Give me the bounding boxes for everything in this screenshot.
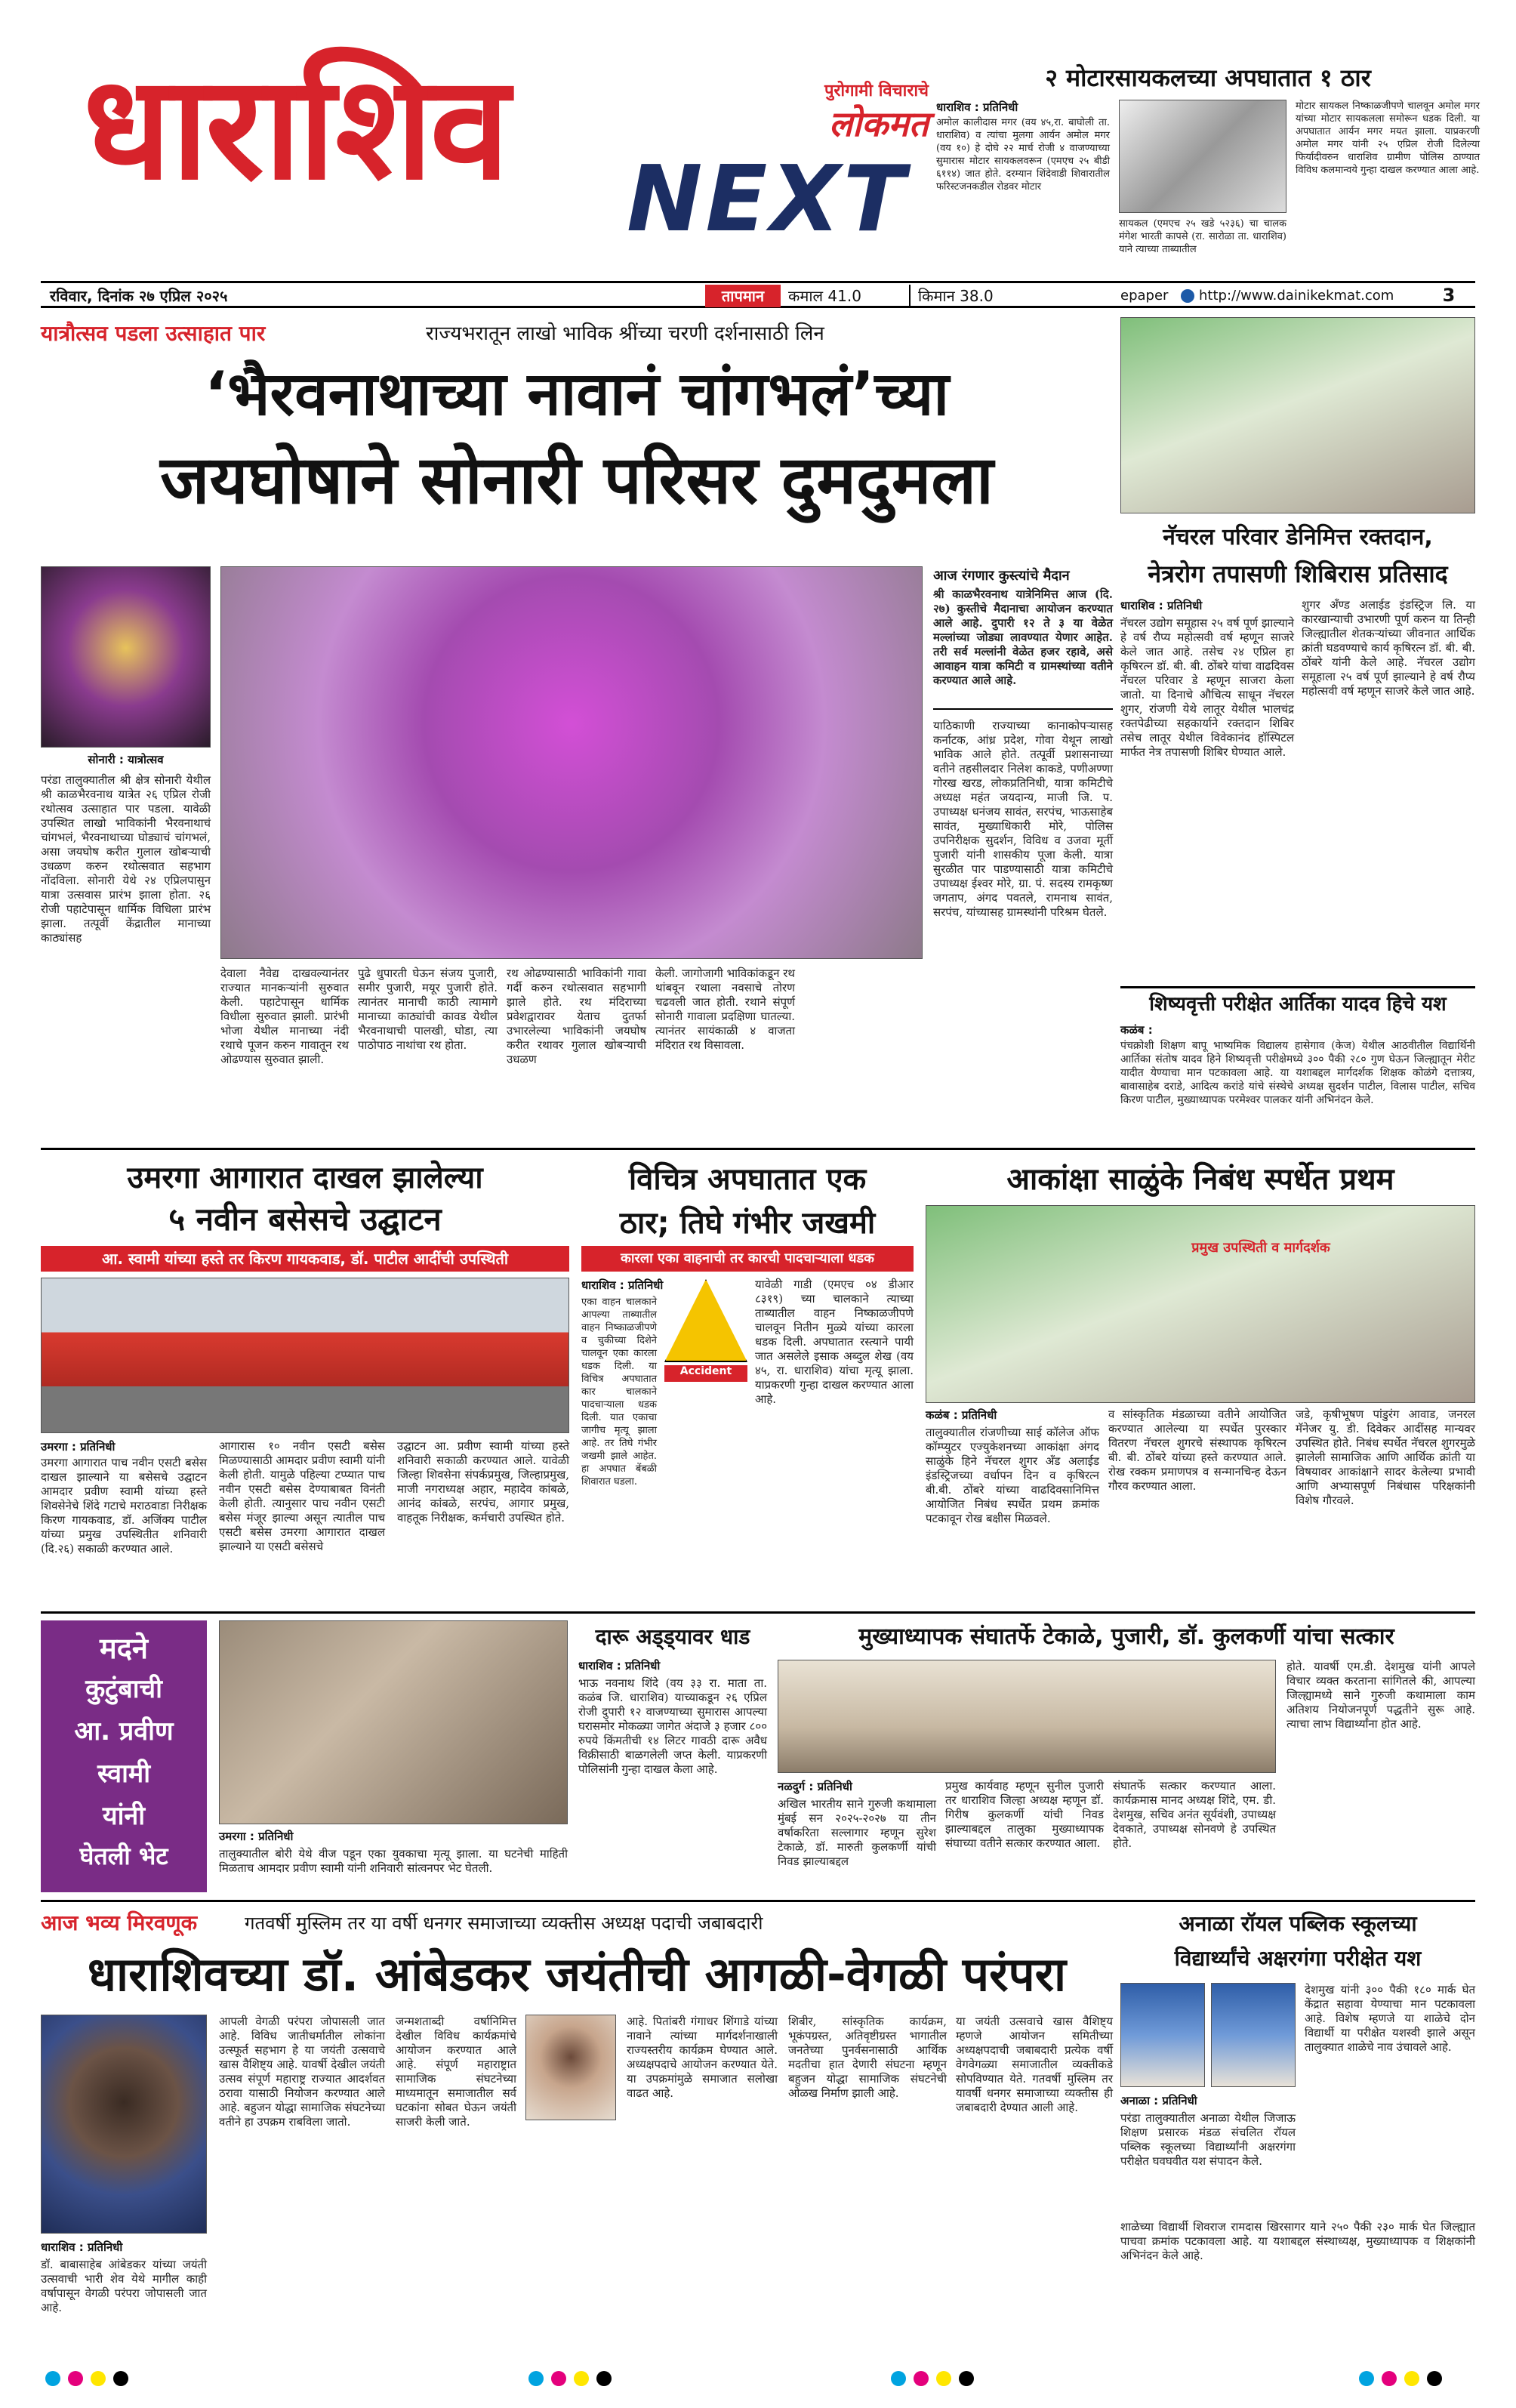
accident-sign-label: Accident — [664, 1365, 747, 1382]
liquor-headline: दारू अड्ड्यावर धाड — [595, 1624, 750, 1649]
anala-headline-2: विद्यार्थ्यांचे अक्षरगंगा परीक्षेत यश — [1174, 1946, 1422, 1971]
brief-photo-motorcycle — [1119, 100, 1286, 213]
side-box-title: आज रंगणार कुस्त्यांचे मैदान — [933, 568, 1070, 584]
madane-line-5: यांनी — [102, 1801, 146, 1831]
ambedkar-kicker: आज भव्य मिरवणूक — [41, 1910, 198, 1935]
anala-text-1: देशमुख यांनी ३०० पैकी १८० मार्क घेत केंद्रात सहावा येण्याचा मान पटकावला आहे. विशेष म्हणजे या शाळेचे दोन विद्यार्थी या परीक्षेत यशस्वी झाले असून तालुक्यात शाळेचे नाव उंचावले आहे. — [1305, 1983, 1475, 2054]
scholarship-byline: कळंब : — [1120, 1023, 1153, 1037]
akanksha-photo — [926, 1205, 1475, 1403]
headmaster-column-4: होते. यावर्षी एम.डी. देशमुख यांनी आपले विचार व्यक्त करताना सांगितले की, आपल्या जिल्ह्यामध्ये साने गुरुजी कथामाला काम अतिशय नियोजनपूर्ण पद्धतीने सुरू आहे. त्याचा लाभ विद्यार्थ्यांना होत आहे. — [1286, 1660, 1475, 1731]
headmaster-column-2: प्रमुख कार्यवाह म्हणून सुनील पुजारी तर धाराशिव जिल्हा अध्यक्ष म्हणून डॉ. गिरीष कुलकर्णी यांची निवड झाल्याबद्दल तालुका मुख्याध्यापक संघाच्या वतीने सत्कार करण्यात आला. — [945, 1779, 1104, 1850]
ambedkar-kicker-row — [41, 1907, 1113, 1939]
madane-text: तालुक्यातील बोरी येथे वीज पडून एका युवकाचा मृत्यू झाला. या घटनेची माहिती मिळताच आमदार प्रवीण स्वामी यांनी शनिवारी सांत्वनपर भेट घेतली. — [219, 1847, 568, 1875]
brief-text-3: मोटार सायकल निष्काळजीपणे चालवून अमोल मगर यांच्या मोटार सायकलला समोरून धडक दिली. या अपघातात आर्यन मगर मयत झाला. याप्रकरणी अमोल मगर यांनी २५ एप्रिल रोजी दिलेल्या फिर्यादीवरुन धाराशिव ग्रामीण पोलिस ठाण्यात विविध कलमान्वये गुन्हा दाखल करण्यात आला आहे. — [1296, 100, 1480, 176]
ambedkar-headline: धाराशिवच्या डॉ. आंबेडकर जयंतीची आगळी-वेगळी परंपरा — [87, 1947, 1067, 2002]
date-bar — [41, 281, 1475, 308]
anala-text-3: शाळेच्या विद्यार्थी शिवराज रामदास खिरसागर याने २५० पैकी २३० मार्क घेत जिल्ह्यात पाचवा क्रमांक पटकावला आहे. या यशाबद्दल संस्थाध्यक्ष, मुख्याध्यापक व शिक्षकांनी अभिनंदन केले आहे. — [1120, 2220, 1475, 2262]
lead-side-box — [933, 566, 1113, 710]
ambedkar-column-6: या जयंती उत्सवाचे खास वैशिष्ट्य म्हणजे आयोजन समितीच्या अध्यक्षपदाची जबाबदारी प्रत्येक वर्षी वेगवेगळ्या समाजातील व्यक्तीकडे सोपविण्यात येते. गतवर्षी मुस्लिम तर यावर्षी धनगर समाजाच्या व्यक्तीस ही जबाबदारी देण्यात आली आहे. — [956, 2015, 1113, 2114]
natural-column-2: शुगर अँण्ड अलाईड इंडस्ट्रिज लि. या कारखान्याची उभारणी पूर्ण करुन या तिन्ही जिल्ह्यातील शेतकऱ्यांच्या जीवनात आर्थिक क्रांती घडवण्याचे कार्य कृषिरत्न डॉ. बी. बी. ठोंबरे यांनी केले आहे. नॅचरल उद्योग समूहाला २५ वर्ष पूर्ण झाल्याने हे वर्ष रौप्य महोत्सवी वर्ष म्हणून साजरे केले जात आहे. — [1302, 598, 1475, 698]
liquor-byline: धाराशिव : प्रतिनिधी — [578, 1659, 661, 1673]
akanksha-column-2: व सांस्कृतिक मंडळाच्या वतीने आयोजित करण्यात आलेल्या या स्पर्धेत पुरस्कार वितरण नॅचरल शुगरचे संस्थापक कृषिरत्न बी. बी. ठोंबरे यांच्या हस्ते करण्यात आले. रोख रक्कम प्रमाणपत्र व सन्मानचिन्ह देऊन गौरव करण्यात आला. — [1108, 1407, 1286, 1493]
accident-text-2: यावेळी गाडी (एमएच ०४ डीआर ८३१९) च्या चालकाने त्याच्या ताब्यातील वाहन निष्काळजीपणे चालवून नितीन मुळ्ये यांच्या कारला धडक दिली. अपघातात रस्त्याने पायी जात असलेले इसाक अब्दुल शेख (वय ४५, रा. धाराशिव) यांचा मृत्यू झाला. याप्रकरणी गुन्हा दाखल करण्यात आला आहे. — [755, 1278, 914, 1406]
lead-column-1: परंडा तालुक्यातील श्री क्षेत्र सोनारी येथील श्री काळभैरवनाथ यात्रेत २६ एप्रिल रोजी रथोत्सव उत्साहात पार पडला. यावेळी उपस्थित लाखो भाविकांनी भैरवनाथाचं चांगभलं, भैरवनाथाच्या घोड्याचं चांगभलं, असा जयघोष करीत गुलाल खोबऱ्याची उधळण करुन रथोत्सवात सहभाग नोंदविला. सोनारी येथे २४ एप्रिलपासुन यात्रा उत्सवास प्रारंभ झाला होता. २६ रोजी पहाटेपासून धार्मिक विधिला प्रारंभ झाला. तत्पूर्वी केंद्रातील मानाच्या काठ्यांसह — [41, 773, 211, 945]
umarga-headline-2: ५ नवीन बसेसचे उद्घाटन — [168, 1201, 442, 1238]
madane-line-3: आ. प्रवीण — [74, 1716, 174, 1747]
accident-byline: धाराशिव : प्रतिनिधी — [581, 1278, 664, 1292]
accident-headline-2: ठार; तिघे गंभीर जखमी — [619, 1206, 876, 1241]
brief-motorcycle-accident — [936, 60, 1480, 279]
akanksha-column-3: जडे, कृषीभूषण पांडुरंग आवाड, जनरल मॅनेजर यु. डी. दिवेकर आदींसह मान्यवर उपस्थित होते. निबंध स्पर्धेत नॅचरल शुगरमुळे झालेली सामाजिक आणि आर्थिक क्रांती या विषयावर आकांक्षाने सादर केलेल्या प्रभावी आणि अभ्यासपूर्ण निबंधास परिक्षकांनी विशेष गौरवले. — [1296, 1407, 1475, 1507]
lead-headline-1: ‘भैरवनाथाच्या नावानं चांगभलं’च्या — [204, 359, 950, 429]
natural-headline-2: नेत्ररोग तपासणी शिबिरास प्रतिसाद — [1148, 560, 1448, 588]
brief-text-2: सायकल (एमएच २५ खडे ५२३६) चा चालक मंगेश भारती कापसे (रा. सारोळा ता. धाराशिव) याने त्याच्या ताब्यातील — [1119, 218, 1286, 255]
akanksha-photo-banner: प्रमुख उपस्थिती व मार्गदर्शक — [1191, 1240, 1330, 1256]
divider-middle — [41, 1611, 1475, 1614]
ambedkar-portrait — [41, 2015, 207, 2234]
side-box-text: श्री काळभैरवनाथ यात्रेनिमित्त आज (दि. २७) कुस्तीचे मैदानाचा आयोजन करण्यात आले आहे. दुपारी १२ ते ३ या वेळेत मल्लांच्या जोड्या लावण्यात येणार आहेत. तरी सर्व मल्लांनी वेळेत हजर रहावे, असे आवाहन यात्रा कमिटी व ग्रामस्थांच्या वतीने करण्यात आले आहे. — [933, 587, 1113, 687]
madane-line-1: मदने — [100, 1632, 148, 1665]
lead-column-4: रथ ओढण्यासाठी भाविकांनी गावा गर्दी करुन रथोत्सवात सहभागी झाले होते. रथ मंदिराच्या प्रवेशद्वारावर येताच दुतर्फा उभारलेल्या भाविकांनी जयघोष करीत रथावर गुलाल खोबऱ्याची उधळण — [507, 967, 646, 1066]
lead-column-6: याठिकाणी राज्याच्या कानाकोपऱ्यासह कर्नाटक, आंध्र प्रदेश, गोवा येथून लाखो भाविक आले होते. तत्पूर्वी प्रशासनाच्या वतीने तहसीलदार निलेश काकडे, पणीअण्णा गोरख खरड, लोकप्रतिनिधी, यात्रा कमिटीचे अध्यक्ष महंत जयदान्य, माजी जि. प. उपाध्यक्ष धनंजय सावंत, सरपंच, भाऊसाहेब सावंत, मुख्याधिकारी मोरे, पोलिस उपनिरीक्षक सुदर्शन, विविध व उजवा मूर्ती पुजारी यांनी शासकीय पूजा केली. यात्रा सुरळीत पार पाडण्यासाठी यात्रा कमिटीचे उपाध्यक्ष ईश्वर मोरे, ग्रा. पं. सदस्य रामकृष्ण जगताप, अंगद पवतले, रामनाथ सावंत, सरपंच, यांच्यासह ग्रामस्थांनी परिश्रम घेतले. — [933, 719, 1113, 919]
temperature-max: कमाल 41.0 — [788, 287, 861, 305]
brief-title: २ मोटारसायकलच्या अपघातात १ ठार — [1045, 63, 1371, 92]
anala-byline: अनाळा : प्रतिनिधी — [1120, 2094, 1197, 2107]
madane-photo — [219, 1620, 568, 1824]
lead-kicker-2: राज्यभरातून लाखो भाविक श्रींच्या चरणी दर्शनासाठी लिन — [426, 322, 824, 345]
masthead-tagline: पुरोगामी विचाराचे — [824, 82, 929, 100]
headmaster-photo — [778, 1660, 1276, 1773]
umarga-photo-buses — [41, 1278, 569, 1433]
edition-date: रविवार, दिनांक २७ एप्रिल २०२५ — [50, 287, 228, 305]
ambedkar-column-5: शिबीर, सांस्कृतिक कार्यक्रम, भूकंपग्रस्त, अतिवृष्टीग्रस्त भागातील जनतेच्या पुनर्वसनासाठी आर्थिक मदतीचा हात देणारी संघटना म्हणून बहुजन योद्धा सामाजिक संघटनेची ओळख निर्माण झाली आहे. — [788, 2015, 947, 2100]
natural-headline-1: नॅचरल परिवार डेनिमित्त रक्तदान, — [1163, 524, 1433, 550]
lead-kicker: यात्रौत्सव पडला उत्साहात पार — [41, 321, 266, 346]
ambedkar-column-3: जन्मशताब्दी वर्षानिमित्त देखील विविध कार्यक्रमांचे आयोजन करण्यात आले आहे. संपूर्ण महाराष्ट्रात सामाजिक संघटनेच्या माध्यमातून समाजातील सर्व घटकांना सोबत घेऊन जयंती साजरी केली जाते. — [396, 2015, 516, 2129]
masthead-title: धाराशिव — [83, 45, 507, 211]
accident-headline-1: विचित्र अपघातात एक — [628, 1162, 867, 1197]
brief-text-1: अमोल कालीदास मगर (वय ४५,रा. बाघोली ता. धाराशिव) व त्यांचा मुलगा आर्यन अमोल मगर (वय १०) हे दोघे २२ मार्च रोजी ४ वाजण्याच्या सुमारास मोटार सायकलवरून (एमएच २५ बीडी ६११४) जात होते. दरम्यान शिंदेवाडी शिवारातील फरिस्टजनकडील रोडवर मोटार — [936, 117, 1110, 193]
epaper-label: epaper — [1120, 288, 1169, 304]
madane-box — [41, 1620, 207, 1892]
natural-byline: धाराशिव : प्रतिनिधी — [1120, 599, 1203, 612]
umarga-column-3: उद्घाटन आ. प्रवीण स्वामी यांच्या हस्ते शनिवारी सकाळी करण्यात आले. यावेळी जिल्हा शिवसेना संपर्कप्रमुख, जिल्हाप्रमुख, माजी नगराध्यक्ष अहार, महादेव कांबळे, आनंद कांबळे, सरपंच, आगार प्रमुख, वाहतूक निरीक्षक, कर्मचारी उपस्थित होते. — [397, 1439, 569, 1525]
color-registration-marks — [0, 2363, 1516, 2394]
anala-photo-student-2 — [1211, 1983, 1296, 2087]
headmaster-headline: मुख्याध्यापक संघातर्फे टेकाळे, पुजारी, डॉ. कुलकर्णी यांचा सत्कार — [858, 1623, 1394, 1650]
madane-byline: उमरगा : प्रतिनिधी — [219, 1830, 294, 1843]
umarga-headline-1: उमरगा आगारात दाखल झालेल्या — [127, 1161, 483, 1195]
lead-headline-2: जयघोषाने सोनारी परिसर दुमदुमला — [160, 441, 994, 519]
anala-text-2: परंडा तालुक्यातील अनाळा येथील जिजाऊ शिक्षण प्रसारक मंडळ संचलित रॉयल पब्लिक स्कूलच्या विद्यार्थ्यांनी अक्षरगंगा परीक्षेत घवघवीत यश संपादन केले. — [1120, 2111, 1296, 2168]
temperature-label: तापमान — [705, 285, 781, 307]
lead-column-3: पुढे धुपारती घेऊन संजय पुजारी, समीर पुजारी, मयूर पुजारी होते. त्यानंतर मानाची काठी त्यामागे मानाच्या काठ्यांची कावड येथील भैरवनाथाची पालखी, घोडा, त्या पाठोपाठ नाथांचा रथ होता. — [358, 967, 498, 1052]
page-number: 3 — [1442, 285, 1456, 306]
ambedkar-column-2: आपली वेगळी परंपरा जोपासली जात आहे. विविध जातीधर्मातील लोकांना उत्स्फूर्त सहभाग हे या जयंती उत्सवाचे खास वैशिष्ट्य आहे. यावर्षी देखील जयंती उत्सव संपूर्ण महाराष्ट्र राज्यात आदर्शवत ठरावा यासाठी नियोजन करण्यात आले आहे. बहुजन योद्धा सामाजिक संघटनेच्या वतीने हा उपक्रम राबविला जातो. — [219, 2015, 385, 2129]
akanksha-column-1: तालुक्यातील रांजणीच्या साई कॉलेज ऑफ कॉम्प्युटर एज्युकेशनच्या आकांक्षा अंगद साळुंके हिने नॅचरल शुगर अँड अलाईड इंडस्ट्रिजच्या वर्धापन दिन व कृषिरत्न बी.बी. ठोंबरे यांच्या वाढदिवसानिमित्त आयोजित निबंध स्पर्धेत प्रथम क्रमांक पटकावून रोख बक्षीस मिळवले. — [926, 1426, 1099, 1525]
scholarship-headline: शिष्यवृत्ती परीक्षेत आर्तिका यादव हिचे यश — [1120, 986, 1475, 1018]
scholarship-text: पंचक्रोशी शिक्षण बापू भाष्यमिक विद्यालय हासेगाव (केज) येथील आठवीतील विद्यार्थिनी आर्तिका संतोष यादव हिने शिष्यवृत्ती परीक्षेमध्ये ३०० पैकी २८० गुण घेऊन जिल्ह्यातून मेरीट यादीत येण्याचा मान पटकावला आहे. या यशाबद्दल मार्गदर्शक शिक्षक कोळंगे दत्तात्रय, बावासाहेब दराडे, आदित्य करांडे यांचे संस्थेचे अध्यक्ष सुदर्शन पाटील, विलास पाटील, सचिव किरण पाटील, मुख्याध्यापक परमेश्वर पालकर यांनी अभिनंदन केले. — [1120, 1040, 1475, 1106]
lead-photo-procession — [220, 566, 923, 959]
lead-photo-caption: सोनारी : यात्रोत्सव — [88, 753, 164, 766]
lead-column-5: केली. जागोजागी भाविकांकडून रथ थांबवून रथाला नवसाचे तोरण चढवली जात होती. रथाने संपूर्ण सोनारी गावाला प्रदक्षिणा घातल्या. त्यानंतर सायंकाळी ४ वाजता मंदिरात रथ विसावला. — [655, 967, 795, 1052]
umarga-strap: आ. स्वामी यांच्या हस्ते तर किरण गायकवाड, डॉ. पाटील आदींची उपस्थिती — [41, 1246, 569, 1272]
masthead-edition: NEXT — [627, 147, 908, 252]
anala-headline-1: अनाळा रॉयल पब्लिक स्कूलच्या — [1179, 1911, 1417, 1936]
accident-text: एका वाहन चालकाने आपल्या ताब्यातील वाहन निष्काळजीपणे व चुकीच्या दिशेने चालवून एका कारला धडक दिली. या विचित्र अपघातात कार चालकाने पादचाऱ्याला धडक दिली. यात एकाचा जागीच मृत्यू झाला आहे. तर तिघे गंभीर जखमी झाले आहेत. हा अपघात बेंबळी शिवारात घडला. — [581, 1296, 657, 1488]
umarga-column-1: उमरगा आगारात पाच नवीन एसटी बसेस दाखल झाल्याने या बसेसचे उद्घाटन आमदार प्रवीण स्वामी यांच्या हस्ते शिवसेनेचे शिंदे गटाचे मराठवाडा निरीक्षक किरण गायकवाड, डॉ. अजिंक्य पाटील यांच्या प्रमुख उपस्थितीत शनिवारी (दि.२६) सकाळी करण्यात आले. — [41, 1456, 207, 1555]
divider-upper — [41, 1148, 1475, 1150]
lead-column-2: देवाला नैवेद्य दाखवल्यानंतर राज्यात मानकऱ्यांनी सुरुवात केली. पहाटेपासून धार्मिक विधीला सुरुवात झाली. प्रारंभी भोजा येथील मानाच्या नंदी रथाचे पूजन करुन गावातून रथ ओढण्यास सुरुवात झाली. — [220, 967, 349, 1066]
lead-kicker-row — [41, 317, 1113, 350]
ambedkar-column-4: आहे. पितांबरी गंगाधर शिंगाडे यांच्या नावाने त्यांच्या मार्गदर्शनाखाली राज्यस्तरीय कार्यक्रम घेण्यात आले. अध्यक्षपदाचे आयोजन करण्यात येते. या उपक्रमांमुळे समाजात सलोखा वाढत आहे. — [627, 2015, 778, 2100]
accident-strap: कारला एका वाहनाची तर कारची पादचाऱ्याला धडक — [581, 1246, 914, 1272]
ambedkar-column-1: डॉ. बाबासाहेब आंबेडकर यांच्या जयंती उत्सवाची भारी शेव येथे मागील काही वर्षापासून वेगळी परंपरा जोपासली जात आहे. — [41, 2258, 207, 2314]
headmaster-column-3: संघातर्फे सत्कार करण्यात आला. कार्यक्रमास मानद अध्यक्ष शिंदे, एम. डी. देशमुख, सचिव अनंत सूर्यवंशी, उपाध्यक्ष देवकाते, उपाध्यक्ष सोनवणे हे उपस्थित होते. — [1113, 1779, 1276, 1850]
temperature-min: किमान 38.0 — [909, 285, 1030, 307]
website-link[interactable]: http://www.dainikekmat.com — [1199, 288, 1394, 304]
globe-icon — [1181, 289, 1194, 303]
umarga-column-2: आगारास १० नवीन एसटी बसेस मिळण्यासाठी आमदार प्रवीण स्वामी यांनी केली होती. यामुळे पहिल्या टप्प्यात पाच नवीन एसटी बसेस देण्याबाबत विनंती केली होती. त्यानुसार पाच नवीन एसटी बसेस मंजूर झाल्या असून त्यातील पाच एसटी बसेस उमरगा आगारात दाखल झाल्याने या एसटी बसेसचे — [219, 1439, 385, 1553]
ambedkar-byline: धाराशिव : प्रतिनिधी — [41, 2240, 123, 2254]
headmaster-byline: नळदुर्ग : प्रतिनिधी — [778, 1780, 852, 1793]
natural-photo — [1120, 317, 1475, 513]
umarga-byline: उमरगा : प्रतिनिधी — [41, 1440, 116, 1454]
ambedkar-kicker-2: गतवर्षी मुस्लिम तर या वर्षी धनगर समाजाच्या व्यक्तीस अध्यक्ष पदाची जबाबदारी — [245, 1913, 763, 1934]
divider-lower — [41, 1900, 1475, 1902]
liquor-text: भाऊ नवनाथ शिंदे (वय ३३ रा. माता ता. कळंब जि. धाराशिव) याच्याकडून २६ एप्रिल रोजी दुपारी १२ वाजण्याच्या सुमारास आपल्या घरासमोर मोकळ्या जागेत अंदाजे ३ हजार ८०० रुपये किंमतीची १४ लिटर गावठी दारू अवैध विक्रीसाठी बाळगलेली जप्त केली. याप्रकरणी पोलिसांनी गुन्हा दाखल केला आहे. — [578, 1676, 767, 1776]
masthead-brand: लोकमत — [828, 103, 929, 144]
madane-line-4: स्वामी — [97, 1759, 151, 1789]
ambedkar-photo-president — [525, 2015, 616, 2120]
madane-line-2: कुटुंबाची — [85, 1674, 162, 1704]
anala-photo-student-1 — [1120, 1983, 1205, 2087]
headmaster-column-1: अखिल भारतीय साने गुरुजी कथामाला मुंबई सन २०२५-२०२७ या तीन वर्षाकरिता सल्लागार म्हणून सुरेश टेकाळे, डॉ. मारुती कुलकर्णी यांची निवड झाल्याबद्दल — [778, 1797, 936, 1868]
brief-byline: धाराशिव : प्रतिनिधी — [936, 100, 1018, 114]
natural-column-1: नॅचरल उद्योग समूहास २५ वर्ष पूर्ण झाल्याने हे वर्ष रौप्य महोत्सवी वर्ष म्हणून साजरे केले जात आहे. तसेच २४ एप्रिल हा कृषिरत्न डॉ. बी. बी. ठोंबरे यांचा वाढदिवस नॅचरल परिवार डे म्हणून साजरा केला जातो. या दिनाचे औचित्य साधून नॅचरल शुगर, रांजणी येथे लातूर येथील भालचंद्र रक्तपेढीच्या सहकार्याने रक्तदान शिबिर तसेच लातूर येथील विवेकानंद हॉस्पिटल मार्फत नेत्र तपासणी शिबिर घेण्यात आले. — [1120, 616, 1294, 759]
akanksha-byline: कळंब : प्रतिनिधी — [926, 1408, 997, 1422]
akanksha-headline: आकांक्षा साळुंके निबंध स्पर्धेत प्रथम — [1006, 1162, 1394, 1197]
madane-line-6: घेतली भेट — [79, 1842, 168, 1870]
lead-photo-shrine — [41, 566, 211, 748]
